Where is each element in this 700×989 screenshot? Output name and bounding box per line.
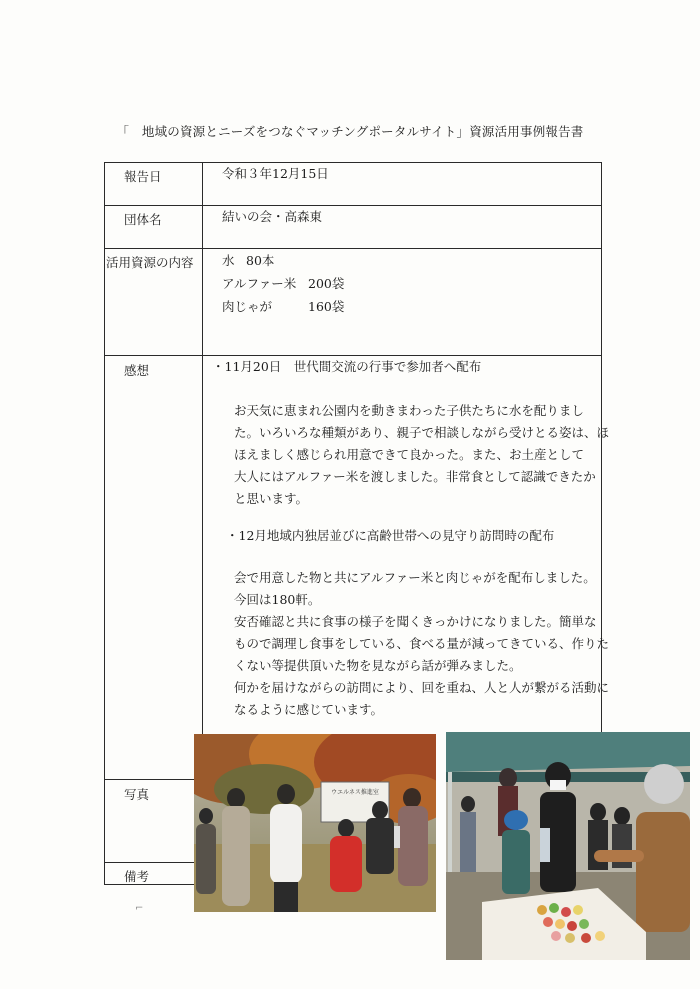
impressions-line: 会で用意した物と共にアルファー米と肉じゃがを配布しました。 [234,570,596,585]
impressions-line: 大人にはアルファー米を渡しました。非常食として認識できたか [234,469,596,484]
resource-item-name: 肉じゃが [222,299,273,314]
impressions-label: 感想 [124,363,150,378]
resource-item-name: 水 [222,253,235,268]
impressions-line: お天気に恵まれ公園内を動きまわった子供たちに水を配りまし [234,403,584,418]
report-date-value: 令和３年12月15日 [222,166,329,181]
table-row-divider [104,862,194,863]
report-date-label: 報告日 [124,169,162,184]
sign-text: ウエルネス推進室 [331,789,379,796]
group-name-value: 結いの会・高森東 [222,209,323,224]
impressions-line: と思います。 [234,491,309,506]
table-row-divider [104,205,602,206]
table-row-divider [104,248,602,249]
impressions-line: もので調理し食事をしている、食べる量が減ってきている、作りた [234,636,610,651]
notes-label: 備考 [124,869,150,884]
impressions-line: くない等提供頂いた物を見ながら話が弾みました。 [234,658,522,673]
impressions-line: ほえましく感じられ用意できて良かった。また、お土産として [234,447,585,462]
tent-distribution-illustration [446,732,690,960]
park-event-illustration [194,734,436,912]
group-name-label: 団体名 [124,212,162,227]
photo-park-event [194,734,436,912]
resource-item-qty: 200袋 [308,276,345,291]
impressions-line: 安否確認と共に食事の様子を聞くきっかけになりました。簡単な [234,614,597,629]
impressions-heading-1: ・11月20日 世代間交流の行事で参加者へ配布 [212,359,482,374]
table-column-divider [202,162,203,734]
resource-item-qty: 160袋 [308,299,345,314]
page-title: 「 地域の資源とニーズをつなぐマッチングポータルサイト」資源活用事例報告書 [116,124,584,139]
table-top-border [104,162,602,163]
table-left-border [104,162,105,885]
scan-mark: ⌐ [135,903,144,914]
photos-label: 写真 [124,787,150,802]
impressions-heading-2: ・12月地域内独居並びに高齢世帯への見守り訪問時の配布 [226,528,555,543]
impressions-line: た。いろいろな種類があり、親子で相談しながら受けとる姿は、ほ [234,425,610,440]
impressions-line: 今回は180軒。 [234,592,321,607]
resource-item-qty: 80本 [246,253,275,268]
impressions-line: 何かを届けながらの訪問により、回を重ね、人と人が繋がる活動に [234,680,610,695]
resources-label: 活用資源の内容 [106,255,194,270]
photo-tent-distribution [446,732,690,960]
resource-item-name: アルファー米 [222,276,297,291]
table-row-divider [104,779,194,780]
impressions-line: なるように感じています。 [234,702,384,717]
